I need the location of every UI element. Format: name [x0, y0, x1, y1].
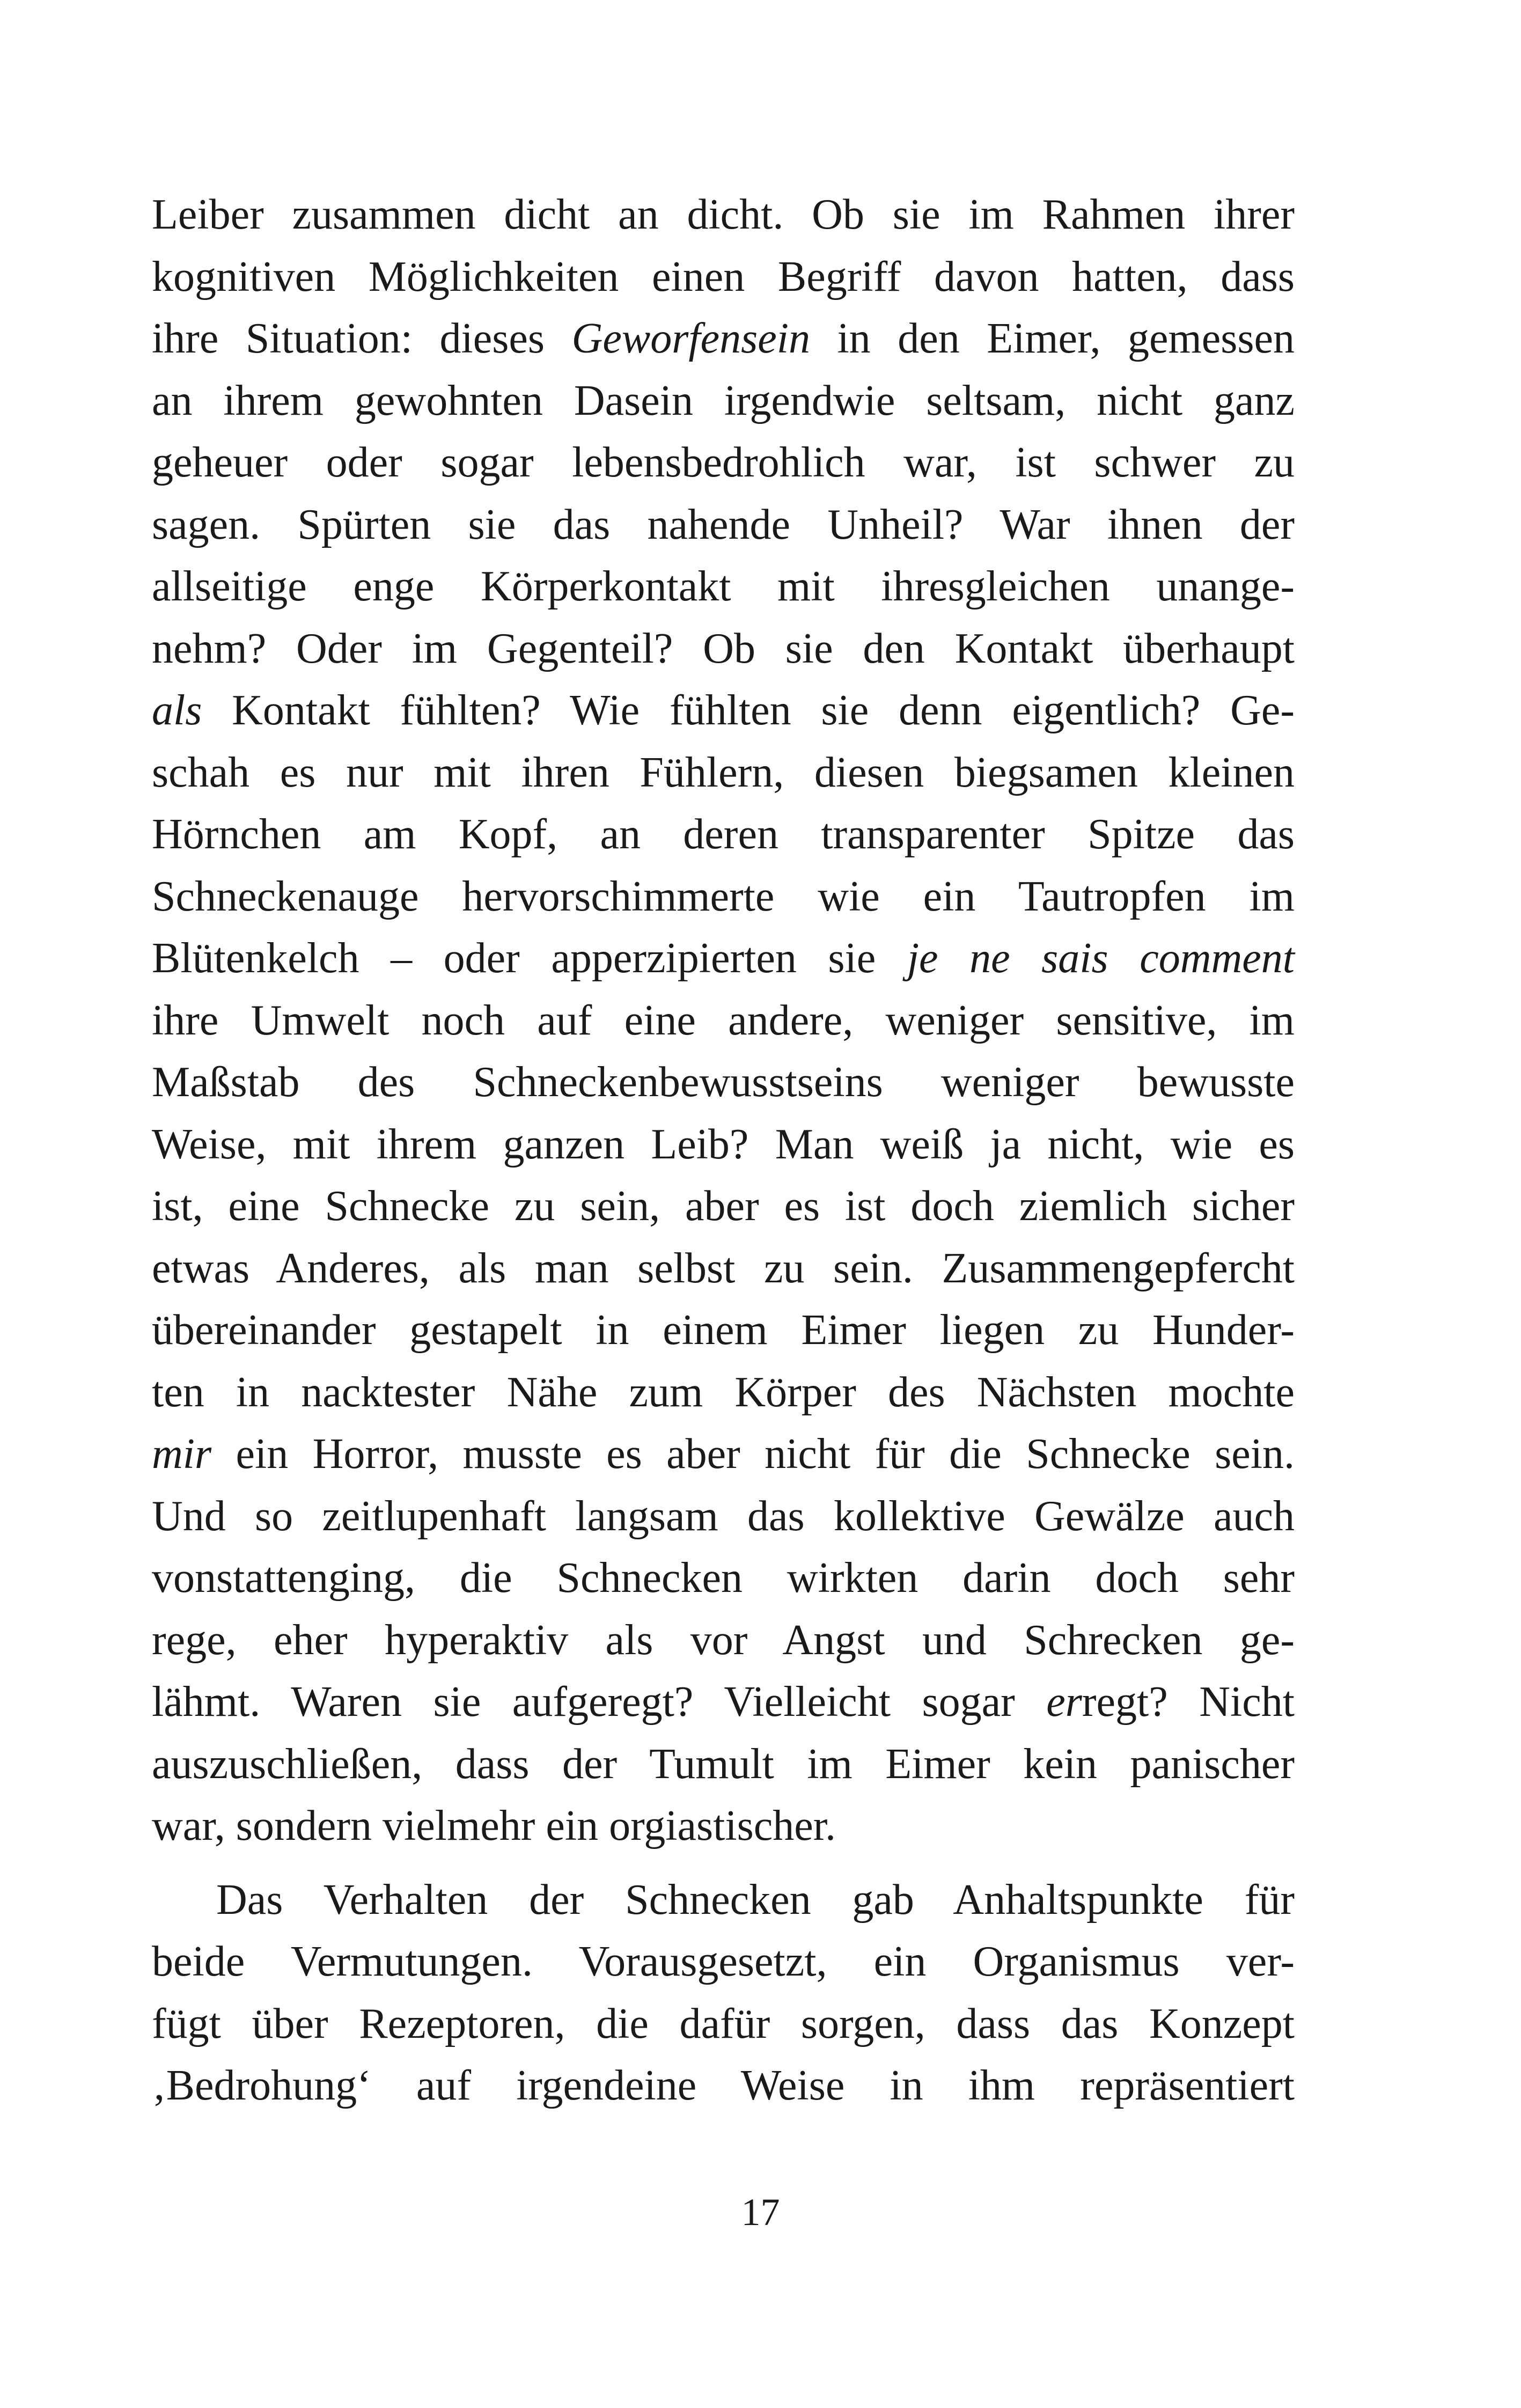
italic-text-run: er	[1046, 1678, 1082, 1726]
text-line	[152, 1734, 1295, 1796]
body-text	[152, 184, 1295, 2117]
text-line	[152, 1671, 1295, 1734]
text-line	[152, 184, 1295, 246]
text-line	[152, 1610, 1295, 1672]
text-line	[152, 1114, 1295, 1176]
text-line	[152, 804, 1295, 866]
text-line	[152, 742, 1295, 804]
text-line	[152, 308, 1295, 370]
italic-text-run: als	[152, 687, 202, 734]
text-run: beide Vermutungen. Vorausgesetzt, ein Organismus ver-	[152, 1938, 1295, 1985]
text-line	[152, 2055, 1295, 2117]
text-run: regt? Nicht	[1082, 1678, 1295, 1726]
text-line	[152, 370, 1295, 432]
text-run: auszuschließen, dass der Tumult im Eimer kein panischer	[152, 1740, 1295, 1788]
text-run: geheuer oder sogar lebensbedrohlich war, ist schwer zu	[152, 439, 1295, 486]
text-run: an ihrem gewohnten Dasein irgendwie seltsam, nicht ganz	[152, 377, 1295, 424]
text-run: nehm? Oder im Gegenteil? Ob sie den Kontakt überhaupt	[152, 625, 1295, 672]
text-line	[152, 680, 1295, 742]
text-line	[152, 1176, 1295, 1238]
text-line	[152, 1052, 1295, 1114]
text-line	[152, 1238, 1295, 1300]
text-line	[152, 1931, 1295, 1993]
text-line	[152, 618, 1295, 680]
text-run: ist, eine Schnecke zu sein, aber es ist doch ziemlich sicher	[152, 1183, 1295, 1230]
text-run: vonstattenging, die Schnecken wirkten darin doch sehr	[152, 1554, 1295, 1602]
text-line	[152, 1362, 1295, 1424]
text-run: schah es nur mit ihren Fühlern, diesen biegsamen kleinen	[152, 748, 1295, 796]
text-run: Weise, mit ihrem ganzen Leib? Man weiß ja nicht, wie es	[152, 1120, 1295, 1168]
text-run: allseitige enge Körperkontakt mit ihresgleichen unange-	[152, 563, 1295, 610]
text-run: Kontakt fühlten? Wie fühlten sie denn eigentlich? Ge-	[202, 687, 1295, 734]
text-line	[152, 432, 1295, 494]
italic-text-run: Geworfensein	[571, 315, 810, 362]
text-run: etwas Anderes, als man selbst zu sein. Zusammengepfercht	[152, 1244, 1295, 1292]
text-run: Und so zeitlupenhaft langsam das kollektive Gewälze auch	[152, 1492, 1295, 1540]
text-run: ihre Situation: dieses	[152, 315, 572, 362]
page-number: 17	[741, 2191, 780, 2234]
text-line	[152, 1795, 1295, 1858]
text-run: rege, eher hyperaktiv als vor Angst und Schrecken ge-	[152, 1616, 1295, 1664]
text-line	[152, 1869, 1295, 1932]
text-line	[152, 928, 1295, 990]
text-run: Das Verhalten der Schnecken gab Anhaltspunkte für	[216, 1876, 1295, 1924]
text-line	[152, 494, 1295, 556]
paragraph	[152, 184, 1295, 1858]
text-run: Hörnchen am Kopf, an deren transparenter Spitze das	[152, 811, 1295, 858]
text-run: ten in nacktester Nähe zum Körper des Nächsten mochte	[152, 1368, 1295, 1416]
text-run: fügt über Rezeptoren, die dafür sorgen, dass das Konzept	[152, 2000, 1295, 2047]
text-line	[152, 1423, 1295, 1486]
text-run: ‚Bedrohung‘ auf irgendeine Weise in ihm repräsentiert	[152, 2062, 1295, 2109]
text-run: Maßstab des Schneckenbewusstseins weniger bewusste	[152, 1059, 1295, 1106]
text-run: ihre Umwelt noch auf eine andere, weniger sensitive, im	[152, 996, 1295, 1044]
text-line	[152, 866, 1295, 928]
text-run: war, sondern vielmehr ein orgiastischer.	[152, 1802, 836, 1849]
text-run: Schneckenauge hervorschimmerte wie ein Tautropfen im	[152, 872, 1295, 920]
text-line	[152, 990, 1295, 1052]
text-run: lähmt. Waren sie aufgeregt? Vielleicht sogar	[152, 1678, 1047, 1726]
text-line	[152, 556, 1295, 618]
text-run: sagen. Spürten sie das nahende Unheil? War ihnen der	[152, 501, 1295, 548]
italic-text-run: mir	[152, 1430, 212, 1478]
paragraph	[152, 1869, 1295, 2117]
text-run: ein Horror, musste es aber nicht für die Schnecke sein.	[211, 1430, 1295, 1478]
text-run: in den Eimer, gemessen	[810, 315, 1295, 362]
text-run: übereinander gestapelt in einem Eimer liegen zu Hunder-	[152, 1306, 1295, 1354]
text-run: Leiber zusammen dicht an dicht. Ob sie im Rahmen ihrer	[152, 191, 1295, 238]
text-line	[152, 1993, 1295, 2055]
italic-text-run: je ne sais comment	[907, 935, 1295, 982]
text-line	[152, 246, 1295, 309]
text-run: Blütenkelch – oder apperzipierten sie	[152, 935, 907, 982]
text-line	[152, 1300, 1295, 1362]
text-run: kognitiven Möglichkeiten einen Begriff davon hatten, dass	[152, 253, 1295, 300]
text-line	[152, 1486, 1295, 1548]
text-line	[152, 1547, 1295, 1610]
